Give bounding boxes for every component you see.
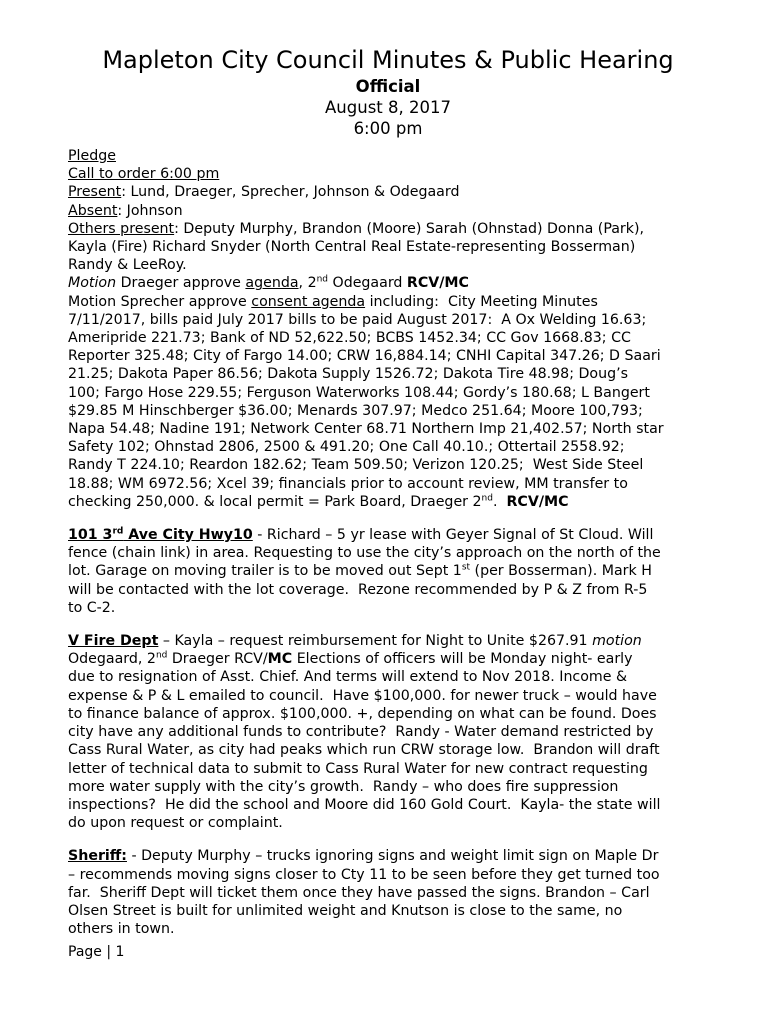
motion-word: motion <box>592 633 642 650</box>
sheriff-line-1 <box>68 847 708 865</box>
fire-line: Cass Rural Water, as city had peaks which run CRW storage low. Brandon will draft <box>68 742 660 759</box>
ordinal-suffix: rd <box>112 526 124 537</box>
sheriff-text: - Deputy Murphy – trucks ignoring signs and weight limit sign on Maple Dr <box>126 848 659 865</box>
fire-line: due to resignation of Asst. Chief. And terms will extend to Nov 2018. Income & <box>68 669 628 686</box>
consent-text: . <box>492 493 507 510</box>
call-to-order-item: Call to order 6:00 pm <box>68 166 220 183</box>
fire-line: do upon request or complaint. <box>68 815 283 832</box>
consent-text: checking 250,000. & local permit = Park Board, Draeger 2 <box>68 493 482 510</box>
meeting-date: August 8, 2017 <box>325 98 451 117</box>
fire-line: to finance balance of approx. $100,000. +, depending on what can be found. Does <box>68 705 657 722</box>
consent-line: $29.85 M Hinschberger $36.00; Menards 307.97; Medco 251.64; Moore 100,793; <box>68 402 643 419</box>
minutes-body <box>68 147 708 938</box>
motion-text: , 2 <box>298 275 317 292</box>
hwy10-line-1 <box>68 526 708 544</box>
others-present-line-2: Kayla (Fire) Richard Snyder (North Central Real Estate-representing Bosserman) <box>68 239 636 256</box>
motion-word: Motion <box>68 275 117 292</box>
fire-line: city have any additional funds to contribute? Randy - Water demand restricted by <box>68 724 654 741</box>
motion-text: Draeger approve <box>116 275 246 292</box>
others-present-text: : Deputy Murphy, Brandon (Moore) Sarah (Ohnstad) Donna (Park), <box>174 220 645 237</box>
hwy10-text: - Richard – 5 yr lease with Geyer Signal of St Cloud. Will <box>252 527 654 544</box>
heading-text: Ave City Hwy10 <box>123 527 253 544</box>
absent-line <box>68 202 708 220</box>
sheriff-line: far. Sheriff Dept will ticket them once they have passed the signs. Brandon – Carl <box>68 884 650 901</box>
fire-heading: V Fire Dept <box>68 633 159 650</box>
agenda-link: agenda <box>245 275 299 292</box>
paragraph-gap <box>68 832 708 847</box>
consent-line: Randy T 224.10; Reardon 182.62; Team 509.50; Verizon 120.25; West Side Steel <box>68 457 644 474</box>
fire-line: more water supply with the city’s growth. Randy – who does fire suppression <box>68 778 619 795</box>
consent-line: Safety 102; Ohnstad 2806, 2500 & 491.20; One Call 40.10.; Ottertail 2558.92; <box>68 439 625 456</box>
ordinal-suffix: nd <box>481 493 493 504</box>
consent-line: 21.25; Dakota Paper 86.56; Dakota Supply 1526.72; Dakota Tire 48.98; Doug’s <box>68 366 628 383</box>
motion-text: Odegaard <box>328 275 407 292</box>
motion-result: RCV/MC <box>506 493 569 510</box>
fire-line: inspections? He did the school and Moore did 160 Gold Court. Kayla- the state will <box>68 796 661 813</box>
consent-text: Motion Sprecher approve <box>68 293 252 310</box>
paragraph-gap <box>68 511 708 526</box>
present-text: : Lund, Draeger, Sprecher, Johnson & Odegaard <box>121 184 460 201</box>
ordinal-suffix: nd <box>155 650 168 661</box>
sheriff-line: others in town. <box>68 921 175 938</box>
fire-line: expense & P & L emailed to council. Have $100,000. for newer truck – would have <box>68 687 657 704</box>
ordinal-suffix: st <box>461 562 471 573</box>
paragraph-gap <box>68 617 708 632</box>
meeting-time: 6:00 pm <box>353 119 423 138</box>
consent-line: 7/11/2017, bills paid July 2017 bills to be paid August 2017: A Ox Welding 16.63; <box>68 311 647 328</box>
heading-text: 101 3 <box>68 527 113 544</box>
hwy10-text: (per Bosserman). Mark H <box>470 563 652 580</box>
present-label: Present <box>68 184 122 201</box>
others-present-line-3: Randy & LeeRoy. <box>68 257 187 274</box>
hwy10-line-4: will be contacted with the lot coverage. Rezone recommended by P & Z from R-5 <box>68 581 648 598</box>
consent-text: including: City Meeting Minutes <box>365 293 598 310</box>
hwy10-text: lot. Garage on moving trailer is to be moved out Sept 1 <box>68 563 462 580</box>
ordinal-suffix: nd <box>316 274 329 285</box>
consent-line: 100; Fargo Hose 229.55; Ferguson Waterworks 108.44; Gordy’s 180.68; L Bangert <box>68 384 650 401</box>
fire-line-2 <box>68 650 708 668</box>
absent-text: : Johnson <box>117 202 183 219</box>
document-page <box>68 44 708 938</box>
hwy10-line-3 <box>68 562 708 580</box>
motion-result: RCV/MC <box>406 275 469 292</box>
consent-line: Reporter 325.48; City of Fargo 14.00; CRW 16,884.14; CNHI Capital 347.26; D Saari <box>68 348 661 365</box>
consent-line: Napa 54.48; Nadine 191; Network Center 68.71 Northern Imp 21,402.57; North star <box>68 421 664 438</box>
consent-line: 18.88; WM 6972.56; Xcel 39; financials prior to account review, MM transfer to <box>68 475 628 492</box>
fire-line-1 <box>68 632 708 650</box>
fire-line: letter of technical data to submit to Cass Rural Water for new contract requesting <box>68 760 648 777</box>
sheriff-heading: Sheriff: <box>68 848 127 865</box>
present-line <box>68 183 708 201</box>
hwy10-line-2: fence (chain link) in area. Requesting to use the city’s approach on the north of the <box>68 545 661 562</box>
sheriff-line: – recommends moving signs closer to Cty 11 to be seen before they get turned too <box>68 866 660 883</box>
fire-text: Odegaard, 2 <box>68 651 156 668</box>
page-number: Page | 1 <box>68 944 125 960</box>
sheriff-line: Olsen Street is built for unlimited weight and Knutson is close to the same, no <box>68 902 623 919</box>
absent-label: Absent <box>68 202 118 219</box>
consent-final-line <box>68 493 708 511</box>
hwy10-heading <box>68 527 253 543</box>
fire-text: – Kayla – request reimbursement for Night to Unite $267.91 <box>158 633 593 650</box>
others-present-line <box>68 220 708 238</box>
agenda-motion-line <box>68 274 708 292</box>
consent-agenda-link: consent agenda <box>251 293 366 310</box>
hwy10-line-5: to C-2. <box>68 599 116 616</box>
consent-motion-line <box>68 293 708 311</box>
consent-line: Ameripride 221.73; Bank of ND 52,622.50; BCBS 1452.34; CC Gov 1668.83; CC <box>68 330 631 347</box>
motion-result: MC <box>267 651 293 668</box>
fire-text: Draeger RCV/ <box>167 651 268 668</box>
fire-text: Elections of officers will be Monday night- early <box>292 651 633 668</box>
page-title: Mapleton City Council Minutes & Public Hearing <box>102 46 674 74</box>
pledge-item: Pledge <box>68 148 116 164</box>
others-present-label: Others present <box>68 220 175 237</box>
document-status: Official <box>355 77 421 96</box>
